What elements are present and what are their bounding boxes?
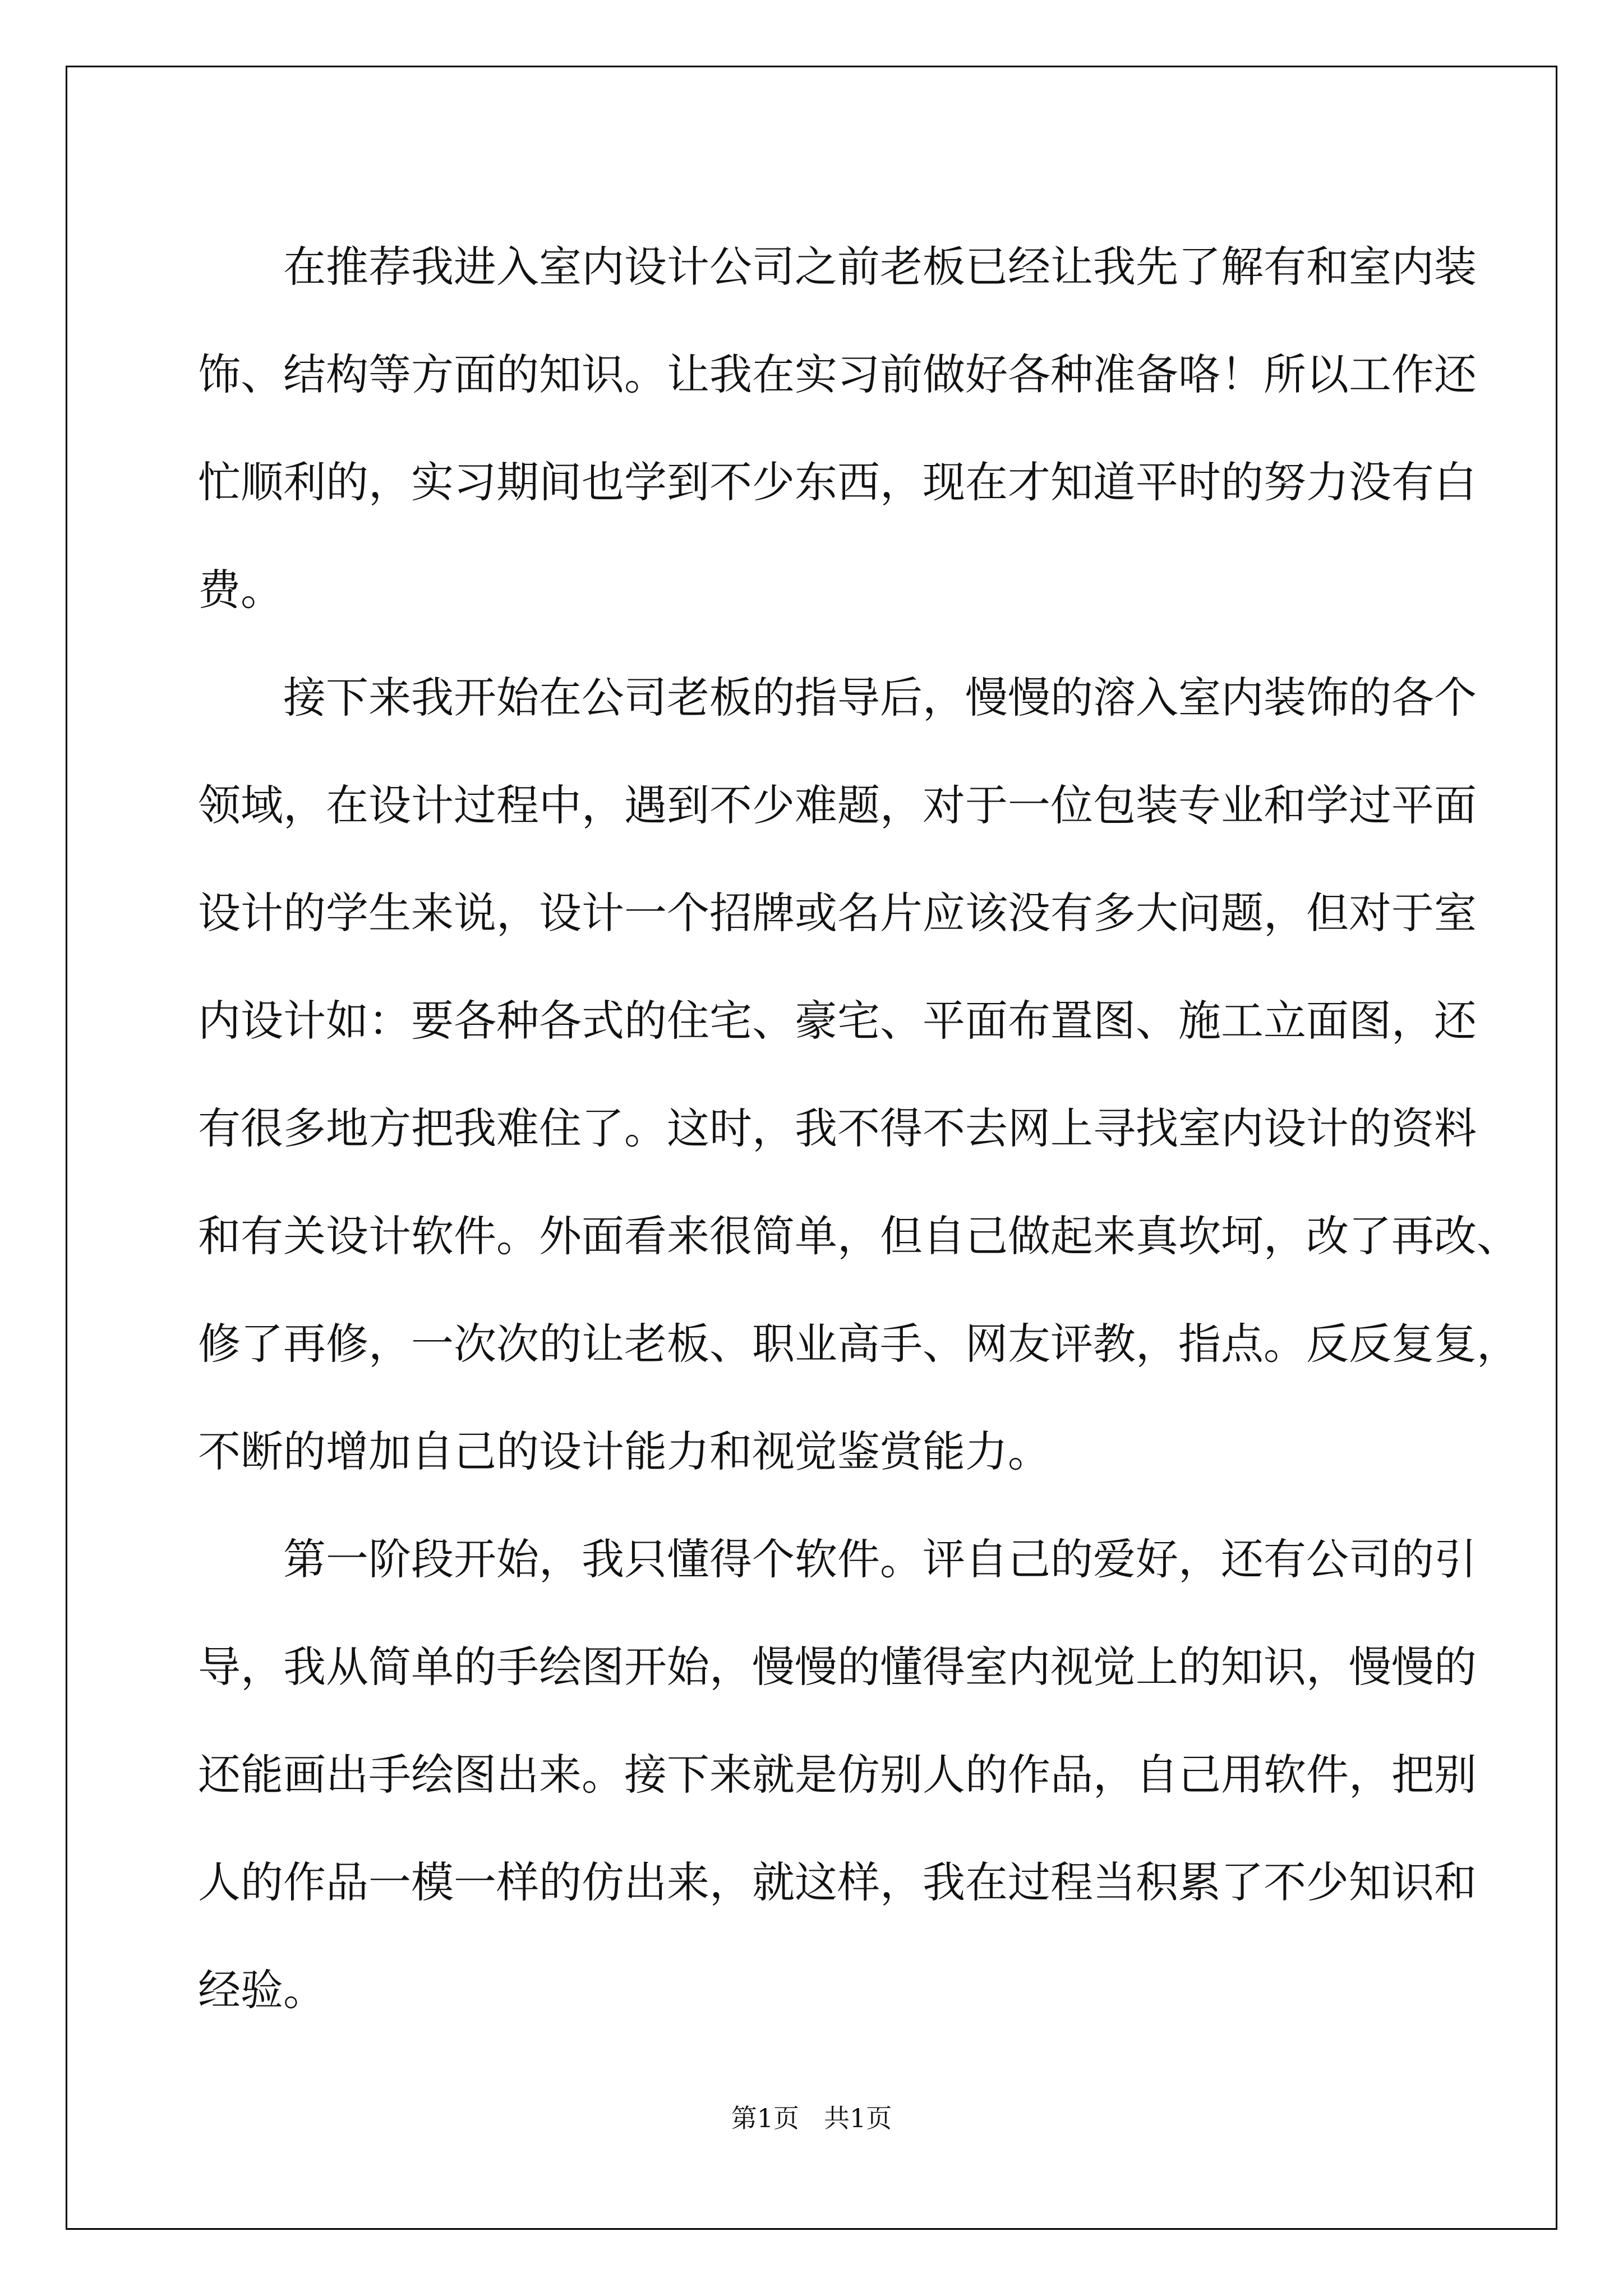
paragraph-3-line-2: 导，我从简单的手绘图开始，慢慢的懂得室内视觉上的知识，慢慢的	[198, 1642, 1477, 1692]
paragraph-2-line-1: 接下来我开始在公司老板的指导后，慢慢的溶入室内装饰的各个	[283, 673, 1477, 723]
total-pages-label: 共1页	[823, 2103, 892, 2133]
paragraph-2-line-7: 修了再修，一次次的让老板、职业高手、网友评教，指点。反反复复，	[198, 1319, 1519, 1369]
paragraph-3-line-1: 第一阶段开始，我只懂得个软件。评自己的爱好，还有公司的引	[283, 1534, 1477, 1584]
paragraph-3-line-5: 经验。	[198, 1965, 326, 2015]
paragraph-1-line-4: 费。	[198, 565, 283, 615]
paragraph-3-line-3: 还能画出手绘图出来。接下来就是仿别人的作品，自己用软件，把别	[198, 1750, 1477, 1800]
paragraph-2-line-2: 领域，在设计过程中，遇到不少难题，对于一位包装专业和学过平面	[198, 780, 1477, 830]
page-footer	[0, 2098, 1623, 2135]
paragraph-3-line-4: 人的作品一模一样的仿出来，就这样，我在过程当积累了不少知识和	[198, 1857, 1477, 1907]
paragraph-2-line-4: 内设计如：要各种各式的住宅、豪宅、平面布置图、施工立面图，还	[198, 996, 1477, 1046]
document-body	[198, 213, 1519, 2044]
footer-spacer	[799, 2103, 824, 2133]
paragraph-1-line-1: 在推荐我进入室内设计公司之前老板已经让我先了解有和室内装	[283, 242, 1477, 292]
page-number-label: 第1页	[731, 2103, 800, 2133]
paragraph-2-line-8: 不断的增加自己的设计能力和视觉鉴赏能力。	[198, 1427, 1050, 1476]
paragraph-2-line-6: 和有关设计软件。外面看来很简单，但自己做起来真坎坷，改了再改、	[198, 1211, 1519, 1261]
paragraph-1-line-3: 忙顺利的，实习期间也学到不少东西，现在才知道平时的努力没有白	[198, 457, 1477, 507]
paragraph-2-line-3: 设计的学生来说，设计一个招牌或名片应该没有多大问题，但对于室	[198, 888, 1477, 938]
paragraph-2-line-5: 有很多地方把我难住了。这时，我不得不去网上寻找室内设计的资料	[198, 1103, 1477, 1153]
paragraph-1-line-2: 饰、结构等方面的知识。让我在实习前做好各种准备咯！所以工作还	[198, 349, 1477, 399]
